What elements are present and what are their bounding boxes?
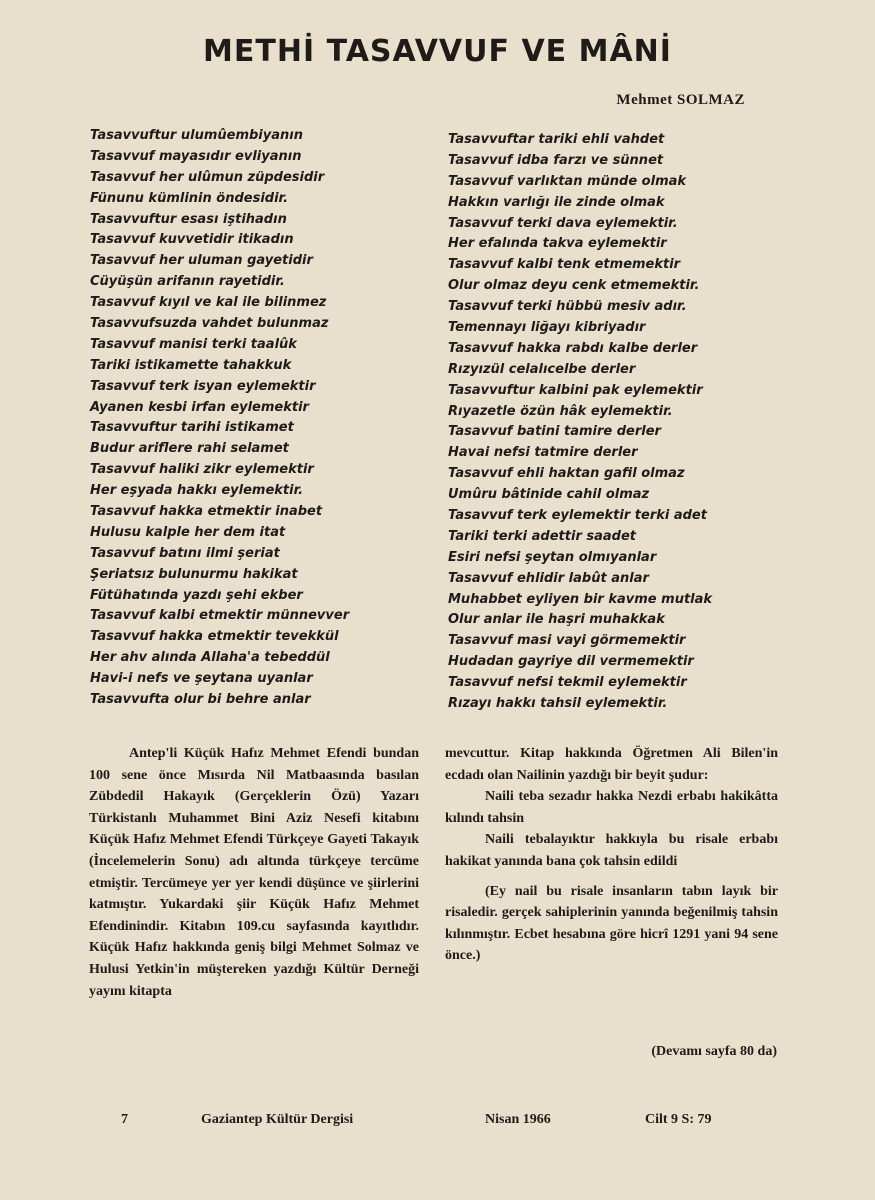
poem-line: Tasavvuf ehlidir labût anlar xyxy=(448,570,649,586)
poem-line: Tasavvuf hakka etmektir inabet xyxy=(90,504,323,520)
poem-line: Budur ariflere rahi selamet xyxy=(90,441,289,457)
poem-line: Fütühatında yazdı şehi ekber xyxy=(90,587,303,603)
poem-line: Tasavvuf idba farzı ve sünnet xyxy=(448,152,664,168)
poem-left-column xyxy=(90,126,349,711)
poem-line: Tasavvuftur esası iştihadın xyxy=(90,211,287,227)
continued-note: (Devamı sayfa 80 da) xyxy=(651,1044,777,1059)
poem-line: Tariki terki adettir saadet xyxy=(448,528,636,544)
verse-translation: Naili tebalayıktır hakkıyla bu risale erbabı hakikat yanında bana çok tahsin edildi xyxy=(445,832,778,869)
poem-line: Her efalında takva eylemektir xyxy=(448,236,667,252)
poem-line: Temennayı liğayı kibriyadır xyxy=(448,320,646,336)
poem-line: Havi-i nefs ve şeytana uyanlar xyxy=(90,671,313,687)
poem-line: Havai nefsi tatmire derler xyxy=(448,445,638,461)
poem-line: Tasavvufsuzda vahdet bulunmaz xyxy=(90,316,329,332)
poem-line: Tasavvuf mayasıdır evliyanın xyxy=(90,148,302,164)
poem-line: Tariki istikamette tahakkuk xyxy=(90,357,292,373)
poem-line: Tasavvuf her uluman gayetidir xyxy=(90,253,313,269)
poem-line: Tasavvuf batini tamire derler xyxy=(448,424,661,440)
poem-right-column xyxy=(448,130,712,715)
poem-line: Şeriatsız bulunurmu hakikat xyxy=(90,566,298,582)
poem-line: Tasavvuftur ulumûembiyanın xyxy=(90,128,303,143)
verse-quote: Naili teba sezadır hakka Nezdi erbabı hakikâtta kılındı tahsin xyxy=(445,789,778,826)
poem-line: Tasavvuf terk eylemektir terki adet xyxy=(448,508,707,524)
poem-line: Tasavvuf kuvvetidir itikadın xyxy=(90,232,294,248)
poem-line: Her eşyada hakkı eylemektir. xyxy=(90,483,304,499)
poem-line: Muhabbet eyliyen bir kavme mutlak xyxy=(448,591,713,607)
poem-line: Tasavvuf terki dava eylemektir. xyxy=(448,215,678,231)
poem-line: Tasavvuf kalbi etmektir münnevver xyxy=(90,608,350,624)
poem-line: Tasavvuftur kalbini pak eylemektir xyxy=(448,382,703,398)
poem-line: Rızayı hakkı tahsil eylemektir. xyxy=(448,696,668,712)
magazine-name: Gaziantep Kültür Dergisi xyxy=(201,1112,354,1127)
poem-line: Olur olmaz deyu cenk etmemektir. xyxy=(448,278,700,294)
poem-line: Tasavvuf masi vayi görmemektir xyxy=(448,633,686,649)
prose-left-column xyxy=(89,743,419,1002)
poem-line: Tasavvuf kalbi tenk etmemektir xyxy=(448,257,681,273)
issue-date: Nisan 1966 xyxy=(485,1112,551,1127)
poem-line: Tasavvufta olur bi behre anlar xyxy=(90,692,311,708)
poem-line: Rızyızül celalıcelbe derler xyxy=(448,361,636,377)
poem-line: Hakkın varlığı ile zinde olmak xyxy=(448,194,665,210)
prose-right-column xyxy=(445,743,778,967)
poem-line: Tasavvuf ehli haktan gafil olmaz xyxy=(448,466,685,482)
poem-line: Umûru bâtinide cahil olmaz xyxy=(448,487,650,503)
poem-line: Tasavvuf manisi terki taalûk xyxy=(90,336,297,352)
poem-line: Esiri nefsi şeytan olmıyanlar xyxy=(448,549,657,565)
poem-line: Tasavvuf kıyıl ve kal ile bilinmez xyxy=(90,295,327,311)
poem-line: Rıyazetle özün hâk eylemektir. xyxy=(448,403,673,419)
poem-line: Hudadan gayriye dil vermemektir xyxy=(448,654,694,670)
poem-line: Tasavvuftur tarihi istikamet xyxy=(90,420,294,436)
volume-issue: Cilt 9 S: 79 xyxy=(645,1112,712,1127)
poem-line: Tasavvuf terki hübbü mesiv adır. xyxy=(448,299,687,315)
poem-line: Olur anlar ile haşri muhakkak xyxy=(448,612,665,628)
poem-line: Tasavvuf terk isyan eylemektir xyxy=(90,378,316,394)
poem-line: Fünunu kümlinin öndesidir. xyxy=(90,190,289,206)
poem-line: Ayanen kesbi irfan eylemektir xyxy=(90,399,309,415)
prose-paragraph: Antep'li Küçük Hafız Mehmet Efendi bundan 100 sene önce Mısırda Nil Matbaasında basılan Zübdedil Hakayık (Gerçeklerin Özü) Yazarı Türkistanlı Muhammet Bini Aziz Nesefi kitabını Küçük Hafız Mehmet Efendi Türkçeye Gayeti Takayık (İncelemelerin Sonu) adı altında türkçeye tercüme etmiştir. Tercümeye yer yer kendi düşünce ve şiirlerini katmıştır. Yukardaki şiir Küçük Hafız Mehmet Efendinindir. Kitabın 109.cu sayfasında kayıtlıdır. Küçük Hafız hakkında geniş bilgi Mehmet Solmaz ve Hulusi Yetkin'in müştereken yazdığı Kültür Derneği yayını kitapta xyxy=(89,746,419,999)
page-number: 7 xyxy=(121,1112,128,1127)
poem-line: Tasavvuftar tariki ehli vahdet xyxy=(448,132,665,147)
poem-line: Tasavvuf hakka rabdı kalbe derler xyxy=(448,340,698,356)
poem-line: Her ahv alında Allaha'a tebeddül xyxy=(90,650,330,666)
poem-line: Tasavvuf hakka etmektir tevekkül xyxy=(90,629,339,645)
verse-note: (Ey nail bu risale insanların tabın layık bir risaledir. gerçek sahiplerinin yanında beğenilmiş tahsin kılınmıştır. Ecbet hesabına göre hicrî 1291 yani 94 sene önce.) xyxy=(445,883,778,964)
poem-line: Tasavvuf nefsi tekmil eylemektir xyxy=(448,675,687,691)
prose-paragraph: mevcuttur. Kitap hakkında Öğretmen Ali Bilen'in ecdadı olan Nailinin yazdığı bir beyit şudur: xyxy=(445,746,778,783)
article-author: Mehmet SOLMAZ xyxy=(616,92,745,108)
poem-line: Hulusu kalple her dem itat xyxy=(90,524,286,540)
poem-line: Cüyüşün arifanın rayetidir. xyxy=(90,274,285,290)
article-title: METHİ TASAVVUF VE MÂNİ xyxy=(203,34,672,69)
poem-line: Tasavvuf varlıktan münde olmak xyxy=(448,173,687,189)
poem-line: Tasavvuf her ulûmun züpdesidir xyxy=(90,169,325,185)
poem-line: Tasavvuf haliki zikr eylemektir xyxy=(90,462,314,478)
poem-line: Tasavvuf batını ilmi şeriat xyxy=(90,545,280,561)
